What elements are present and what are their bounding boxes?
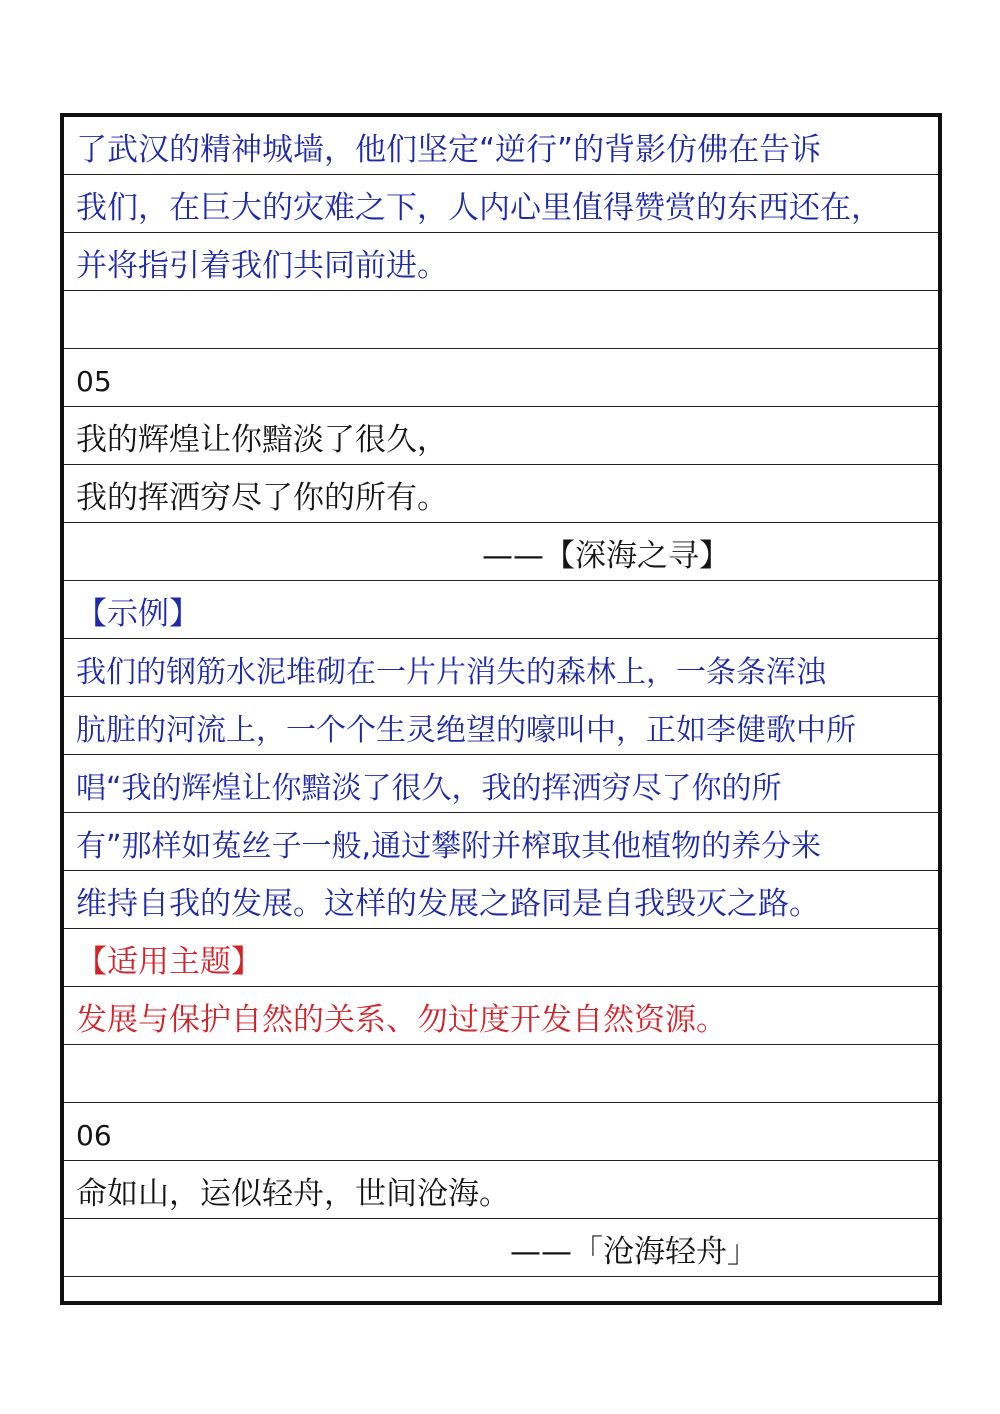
blank-line	[64, 1277, 938, 1301]
example-heading: 【示例】	[64, 581, 938, 639]
theme-text-line: 发展与保护自然的关系、勿过度开发自然资源。	[64, 987, 938, 1045]
example-text-line: 维持自我的发展。这样的发展之路同是自我毁灭之路。	[64, 871, 938, 929]
blank-line	[64, 291, 938, 349]
quote-line: 我的挥洒穷尽了你的所有。	[64, 465, 938, 523]
entry-number-06: 06	[64, 1103, 938, 1161]
quote-line: 我的辉煌让你黯淡了很久，	[64, 407, 938, 465]
blank-line	[64, 1045, 938, 1103]
example-text-line: 肮脏的河流上，一个个生灵绝望的嚎叫中，正如李健歌中所	[64, 697, 938, 755]
quote-source: ——【深海之寻】	[64, 523, 938, 581]
example-text-line: 有”那样如菟丝子一般,通过攀附并榨取其他植物的养分来	[64, 813, 938, 871]
lined-paper-sheet	[60, 113, 942, 1305]
example-text-line: 我们的钢筋水泥堆砌在一片片消失的森林上，一条条浑浊	[64, 639, 938, 697]
example-text-line: 了武汉的精神城墙，他们坚定“逆行”的背影仿佛在告诉	[64, 117, 938, 175]
example-text-line: 我们，在巨大的灾难之下，人内心里值得赞赏的东西还在，	[64, 175, 938, 233]
quote-source: ——「沧海轻舟」	[64, 1219, 938, 1277]
quote-line: 命如山，运似轻舟，世间沧海。	[64, 1161, 938, 1219]
example-text-line: 唱“我的辉煌让你黯淡了很久，我的挥洒穷尽了你的所	[64, 755, 938, 813]
theme-heading: 【适用主题】	[64, 929, 938, 987]
example-text-line: 并将指引着我们共同前进。	[64, 233, 938, 291]
entry-number-05: 05	[64, 349, 938, 407]
